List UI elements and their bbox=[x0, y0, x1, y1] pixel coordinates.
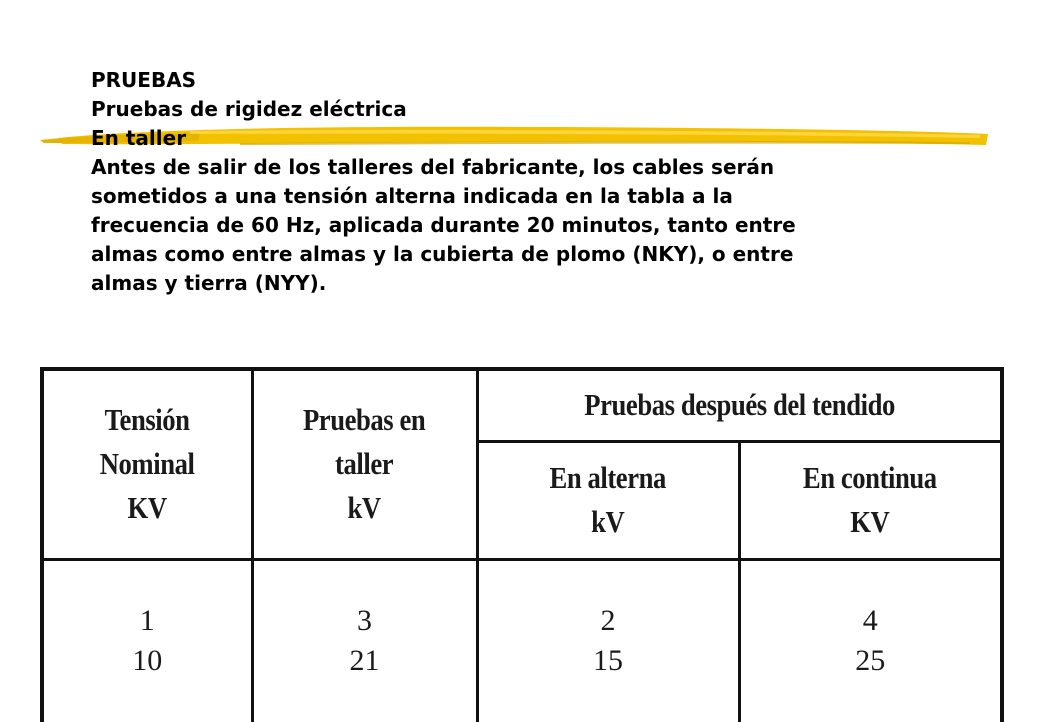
cell-value: 21 bbox=[349, 644, 380, 678]
cell-dc-values bbox=[739, 559, 1002, 722]
header-nominal-voltage bbox=[42, 369, 252, 559]
body-line: sometidos a una tensión alterna indicada en la tabla a la bbox=[91, 184, 733, 208]
header-ac bbox=[477, 441, 739, 559]
slide-section-title: En taller bbox=[91, 126, 187, 150]
header-text: KV bbox=[850, 504, 890, 539]
cell-value: 25 bbox=[855, 644, 886, 678]
cell-value: 2 bbox=[600, 604, 616, 638]
spec-table bbox=[40, 367, 1004, 722]
slide-heading: PRUEBAS bbox=[91, 68, 197, 92]
header-text: Tensión bbox=[104, 402, 190, 438]
cell-value: 1 bbox=[139, 604, 155, 638]
header-text: taller bbox=[335, 446, 394, 482]
header-text: KV bbox=[127, 490, 167, 526]
slide-text bbox=[91, 66, 951, 298]
cell-value: 4 bbox=[862, 604, 878, 638]
slide-subheading: Pruebas de rigidez eléctrica bbox=[91, 97, 407, 121]
cell-value: 3 bbox=[357, 604, 372, 638]
header-text: En continua bbox=[803, 460, 938, 495]
header-text: Pruebas después del tendido bbox=[583, 387, 895, 423]
cell-ac-values bbox=[477, 559, 739, 722]
header-text: kV bbox=[591, 504, 625, 539]
header-text: Nominal bbox=[99, 446, 195, 482]
header-text: En alterna bbox=[549, 460, 667, 495]
test-voltage-table bbox=[40, 367, 1000, 720]
header-workshop-tests bbox=[252, 369, 477, 559]
header-dc bbox=[739, 441, 1002, 559]
body-line: almas y tierra (NYY). bbox=[91, 271, 327, 295]
body-line: frecuencia de 60 Hz, aplicada durante 20 minutos, tanto entre bbox=[91, 213, 796, 237]
cell-value: 15 bbox=[593, 644, 623, 678]
body-line: Antes de salir de los talleres del fabricante, los cables serán bbox=[91, 155, 775, 179]
cell-workshop-values bbox=[252, 559, 477, 722]
header-text: Pruebas en bbox=[303, 402, 426, 438]
cell-nominal-values bbox=[42, 559, 252, 722]
body-line: almas como entre almas y la cubierta de plomo (NKY), o entre bbox=[91, 242, 794, 266]
cell-value: 10 bbox=[132, 644, 163, 678]
header-text: kV bbox=[347, 490, 382, 526]
header-after-laying-tests bbox=[477, 369, 1002, 441]
